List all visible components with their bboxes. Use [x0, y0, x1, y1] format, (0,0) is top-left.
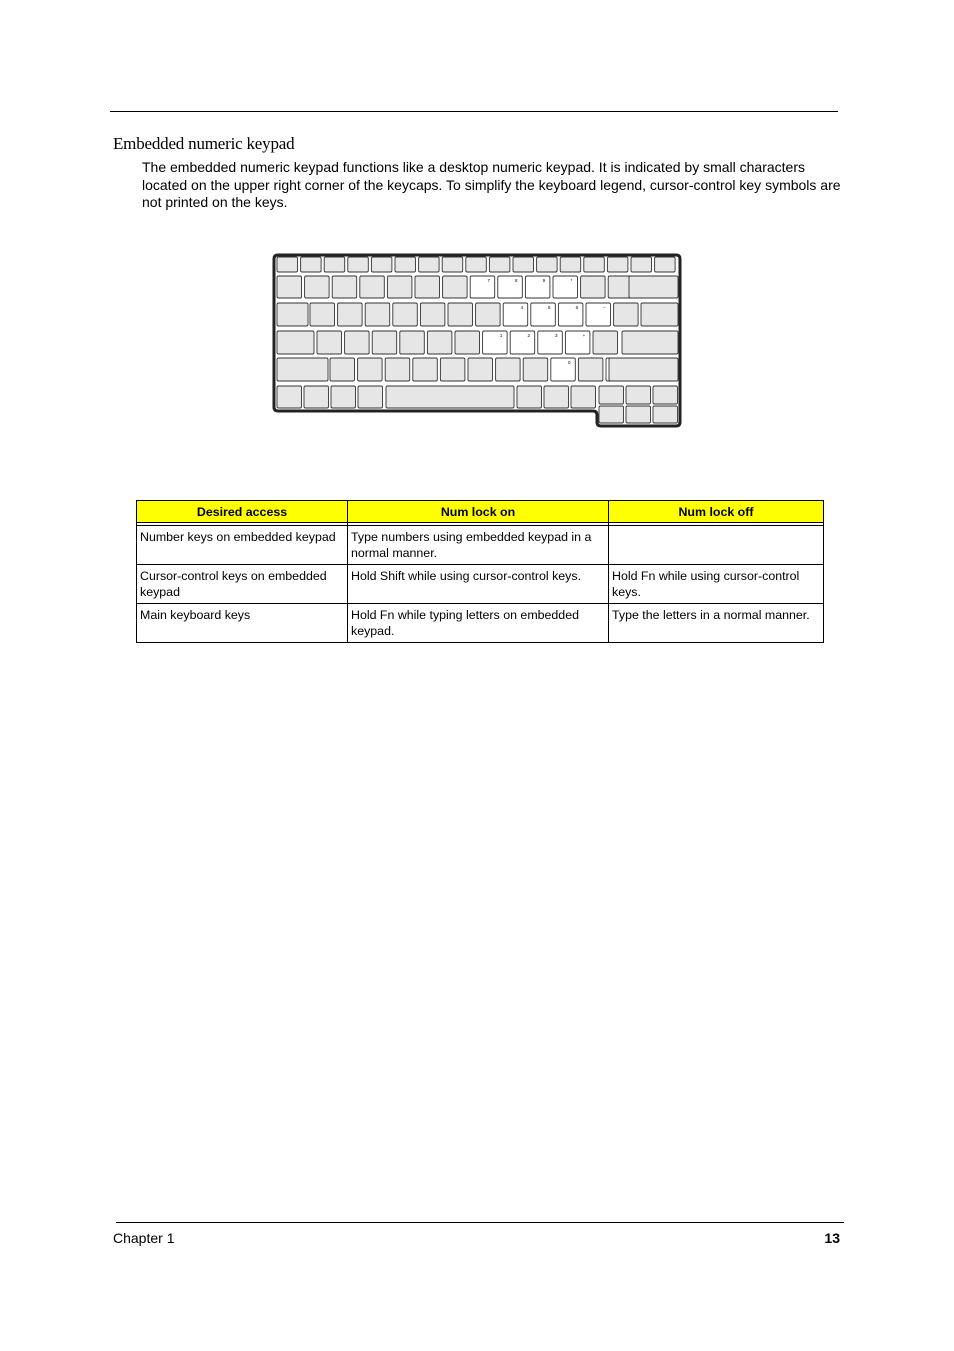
keypad-key	[553, 276, 578, 298]
keypad-legend: −	[603, 305, 606, 310]
function-key	[584, 257, 605, 272]
key	[393, 303, 418, 326]
key	[358, 358, 383, 381]
win-key	[331, 386, 356, 408]
intro-paragraph: The embedded numeric keypad functions like a desktop numeric keypad. It is indicated by small characters located on the upper right corner of the keycaps. To simplify the keyboard legend, cursor-control key symbols are not printed on the keys.	[142, 159, 841, 211]
function-key	[301, 257, 322, 272]
keypad-legend: 4	[520, 305, 523, 310]
keypad-key	[510, 331, 535, 354]
up-arrow-key	[599, 386, 624, 404]
keypad-key	[531, 303, 556, 326]
table-cell: Type the letters in a normal manner.	[609, 604, 824, 643]
keypad-legend: 3	[555, 333, 558, 338]
table-row	[137, 604, 824, 643]
key	[400, 331, 425, 354]
key	[443, 276, 468, 298]
ctrl-key	[277, 386, 302, 408]
down-arrow-key	[626, 406, 651, 423]
header-num-lock-off: Num lock off	[609, 501, 824, 523]
function-key	[631, 257, 652, 272]
keypad-legend: *	[570, 278, 573, 283]
function-key	[442, 257, 463, 272]
ctrl-key	[571, 386, 596, 408]
key	[345, 331, 370, 354]
keypad-key	[503, 303, 528, 326]
keypad-legend: 0	[568, 360, 571, 365]
fn-key	[304, 386, 329, 408]
right-shift-key	[609, 358, 678, 381]
keypad-key	[586, 303, 611, 326]
keypad-key	[483, 331, 508, 354]
key	[372, 331, 397, 354]
keypad-legend: 2	[527, 333, 530, 338]
pgup-key	[626, 386, 651, 404]
key	[365, 303, 390, 326]
left-shift-key	[277, 358, 328, 381]
backslash-key	[641, 303, 678, 326]
footer-rule	[116, 1222, 844, 1223]
key	[330, 358, 355, 381]
table-cell	[609, 526, 824, 565]
key	[593, 331, 618, 354]
function-key	[560, 257, 581, 272]
key	[448, 303, 473, 326]
function-key	[489, 257, 510, 272]
table-cell: Type numbers using embedded keypad in a normal manner.	[348, 526, 609, 565]
alt-key	[358, 386, 383, 408]
table-row	[137, 565, 824, 604]
key	[468, 358, 493, 381]
keypad-key	[565, 331, 590, 354]
keypad-key	[525, 276, 550, 298]
header-desired-access: Desired access	[137, 501, 348, 523]
access-table	[136, 500, 824, 643]
keypad-legend: 7	[487, 278, 490, 283]
keypad-legend: +	[582, 333, 586, 338]
function-key	[513, 257, 534, 272]
table-cell: Hold Fn while typing letters on embedded keypad.	[348, 604, 609, 643]
section-title: Embedded numeric keypad	[113, 134, 295, 153]
keypad-key	[470, 276, 495, 298]
key	[476, 303, 501, 326]
key	[413, 358, 438, 381]
key	[420, 303, 445, 326]
keypad-legend: 8	[515, 278, 518, 283]
table-row	[137, 526, 824, 565]
keyboard-diagram	[272, 253, 682, 428]
spacebar-key	[386, 386, 514, 408]
key	[455, 331, 480, 354]
header-rule	[110, 111, 838, 112]
keypad-legend: 5	[548, 305, 551, 310]
function-key	[537, 257, 558, 272]
key	[523, 358, 548, 381]
menu-key	[544, 386, 569, 408]
enter-key	[622, 331, 678, 354]
keypad-legend: 6	[575, 305, 579, 310]
key	[332, 276, 357, 298]
function-key	[277, 257, 298, 272]
key	[415, 276, 440, 298]
keypad-key	[498, 276, 523, 298]
key	[305, 276, 330, 298]
table-cell: Hold Fn while using cursor-control keys.	[609, 565, 824, 604]
page-number: 13	[824, 1230, 840, 1246]
header-num-lock-on: Num lock on	[348, 501, 609, 523]
left-arrow-key	[599, 406, 624, 423]
key	[387, 276, 412, 298]
function-key	[466, 257, 487, 272]
keypad-legend: 9	[542, 278, 546, 283]
key	[614, 303, 639, 326]
key	[440, 358, 465, 381]
key	[578, 358, 603, 381]
caps-lock-key	[277, 331, 314, 354]
keypad-legend: 1	[499, 333, 503, 338]
keypad-key	[551, 358, 576, 381]
table-cell: Main keyboard keys	[137, 604, 348, 643]
function-key	[395, 257, 416, 272]
key	[496, 358, 520, 381]
table-cell: Cursor-control keys on embedded keypad	[137, 565, 348, 604]
key	[360, 276, 385, 298]
key	[581, 276, 606, 298]
alt-gr-key	[517, 386, 542, 408]
pgdn-key	[653, 386, 678, 404]
keypad-key	[538, 331, 563, 354]
function-key	[607, 257, 628, 272]
backspace-key	[629, 276, 678, 298]
function-key	[371, 257, 392, 272]
key	[317, 331, 342, 354]
key	[277, 276, 302, 298]
table-cell: Number keys on embedded keypad	[137, 526, 348, 565]
table-cell: Hold Shift while using cursor-control keys.	[348, 565, 609, 604]
function-key	[655, 257, 676, 272]
function-key	[419, 257, 440, 272]
function-key	[348, 257, 369, 272]
key	[427, 331, 452, 354]
key	[385, 358, 410, 381]
right-arrow-key	[653, 406, 678, 423]
tab-key	[277, 303, 308, 326]
keypad-key	[558, 303, 583, 326]
key	[338, 303, 363, 326]
function-key	[324, 257, 345, 272]
key	[310, 303, 335, 326]
footer-chapter: Chapter 1	[113, 1230, 175, 1246]
